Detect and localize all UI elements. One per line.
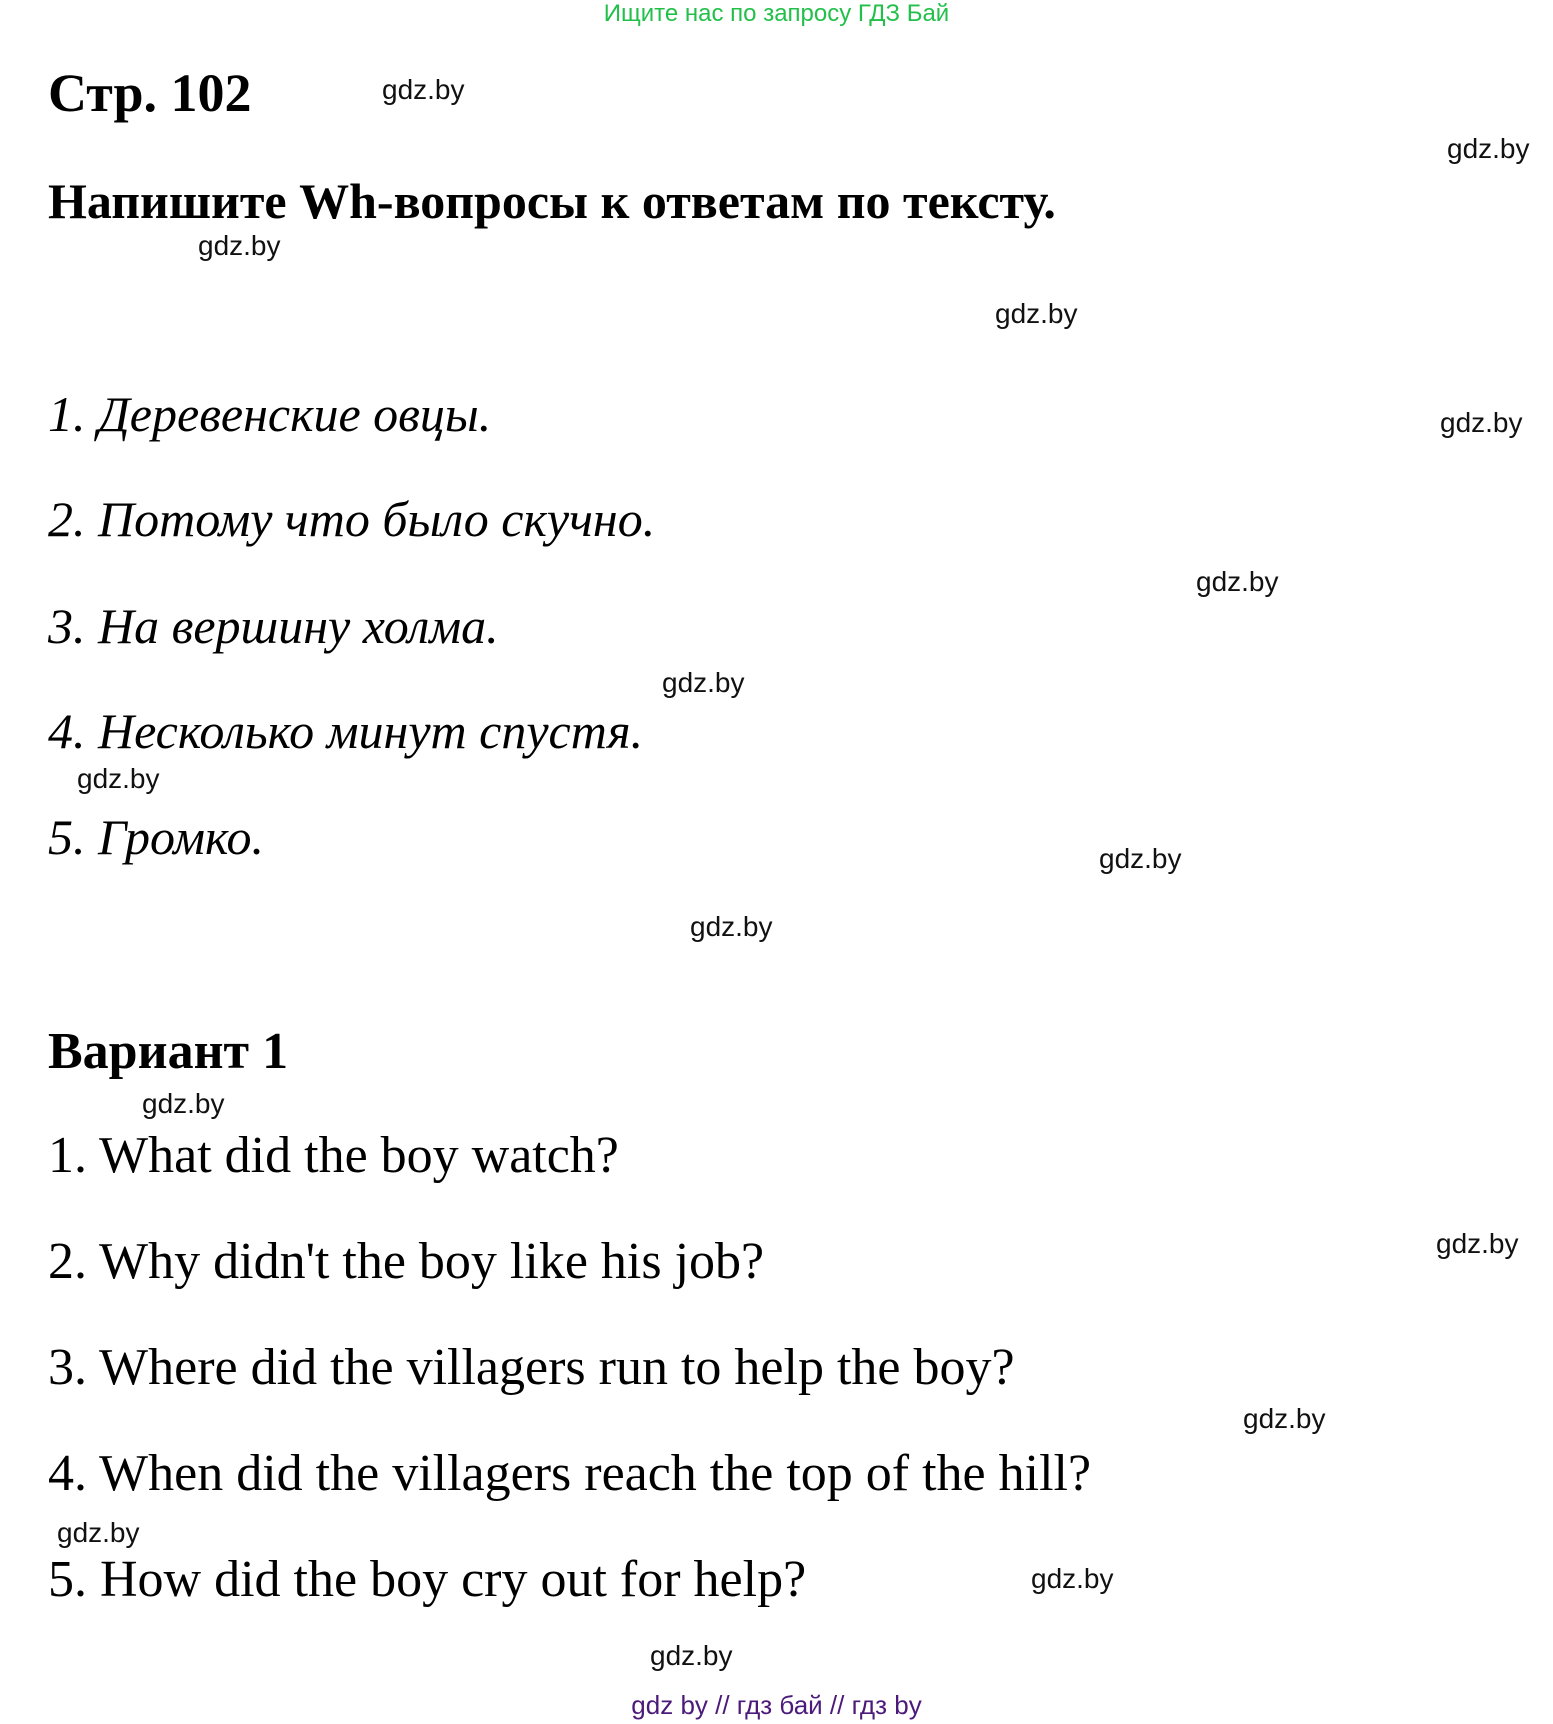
watermark: gdz.by: [1440, 407, 1523, 438]
watermark: gdz.by: [1447, 133, 1530, 164]
watermark: gdz.by: [690, 911, 773, 942]
answer-item: 2. Потому что было скучно.: [48, 491, 656, 547]
watermark: gdz.by: [650, 1640, 733, 1671]
question-item: 1. What did the boy watch?: [48, 1127, 619, 1184]
watermark: gdz.by: [1099, 843, 1182, 874]
watermark: gdz.by: [382, 74, 465, 105]
search-banner: Ищите нас по запросу ГДЗ Бай: [603, 0, 950, 27]
watermark: gdz.by: [57, 1517, 140, 1548]
answer-item: 3. На вершину холма.: [48, 598, 499, 654]
question-item: 2. Why didn't the boy like his job?: [48, 1233, 765, 1290]
footer-links: gdz by // гдз бай // гдз by: [631, 1690, 922, 1720]
watermark: gdz.by: [142, 1088, 225, 1119]
watermark: gdz.by: [77, 763, 160, 794]
task-title: Напишите Wh-вопросы к ответам по тексту.: [48, 173, 1056, 229]
answer-item: 5. Громко.: [48, 809, 265, 865]
watermark: gdz.by: [1436, 1228, 1519, 1259]
watermark: gdz.by: [1031, 1563, 1114, 1594]
watermark: gdz.by: [662, 667, 745, 698]
question-item: 4. When did the villagers reach the top of the hill?: [48, 1445, 1092, 1502]
question-item: 5. How did the boy cry out for help?: [48, 1551, 807, 1608]
watermark: gdz.by: [198, 230, 281, 261]
watermark: gdz.by: [1243, 1403, 1326, 1434]
watermark: gdz.by: [1196, 566, 1279, 597]
watermark: gdz.by: [995, 298, 1078, 329]
variant-title: Вариант 1: [48, 1023, 289, 1080]
answer-item: 4. Несколько минут спустя.: [48, 703, 644, 759]
question-item: 3. Where did the villagers run to help the boy?: [48, 1339, 1015, 1396]
page-title: Стр. 102: [48, 63, 252, 123]
answer-item: 1. Деревенские овцы.: [48, 386, 492, 442]
